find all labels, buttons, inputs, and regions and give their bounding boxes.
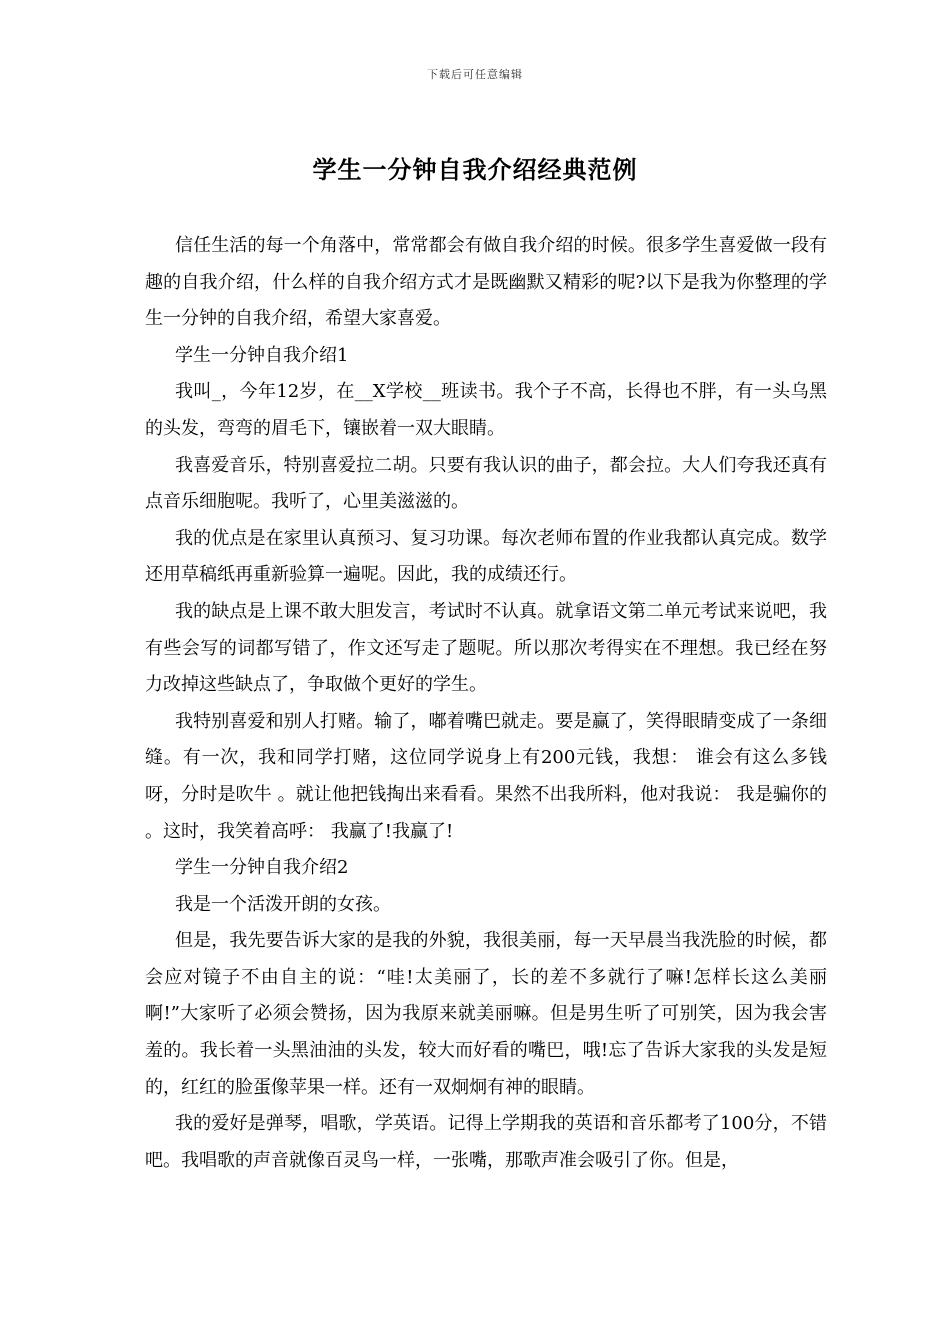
- paragraph: 我是一个活泼开朗的女孩。: [175, 893, 391, 915]
- header-note: 下载后可任意编辑: [427, 68, 523, 81]
- paragraph: 我喜爱音乐，特别喜爱拉二胡。只要有我认识的曲子，都会拉。大人们夸我还真有点音乐细胞呢。我听了，心里美滋滋的。: [145, 454, 827, 513]
- paragraph: 我的缺点是上课不敢大胆发言，考试时不认真。就拿语文第二单元考试来说吧，我有些会写的词都写错了，作文还写走了题呢。所以那次考得实在不理想。我已经在努力改掉这些缺点了，争取做个更好的学生。: [145, 600, 827, 696]
- paragraph: 我的优点是在家里认真预习、复习功课。每次老师布置的作业我都认真完成。数学还用草稿纸再重新验算一遍呢。因此，我的成绩还行。: [145, 527, 827, 586]
- document-body: [145, 228, 833, 1179]
- paragraph: 但是，我先要告诉大家的是我的外貌，我很美丽，每一天早晨当我洗脸的时候，都会应对镜子不由自主的说：“哇!太美丽了，长的差不多就行了嘛!怎样长这么美丽啊!”大家听了必须会赞扬，因为我原来就美丽嘛。但是男生听了可别笑，因为我会害羞的。我长着一头黑油油的头发，较大而好看的嘴巴，哦!忘了告诉大家我的头发是短的，红红的脸蛋像苹果一样。还有一双炯炯有神的眼睛。: [145, 930, 827, 1098]
- document-title: 学生一分钟自我介绍经典范例: [312, 155, 638, 184]
- section-heading: 学生一分钟自我介绍1: [175, 344, 349, 366]
- paragraph: 我的爱好是弹琴，唱歌，学英语。记得上学期我的英语和音乐都考了100分，不错吧。我唱歌的声音就像百灵鸟一样，一张嘴，那歌声准会吸引了你。但是，: [145, 1113, 827, 1171]
- section-heading: 学生一分钟自我介绍2: [175, 857, 349, 879]
- paragraph: 信任生活的每一个角落中，常常都会有做自我介绍的时候。很多学生喜爱做一段有趣的自我介绍，什么样的自我介绍方式才是既幽默又精彩的呢?以下是我为你整理的学生一分钟的自我介绍，希望大家喜爱。: [145, 235, 827, 330]
- paragraph: 我特别喜爱和别人打赌。输了，嘟着嘴巴就走。要是赢了，笑得眼睛变成了一条细缝。有一次，我和同学打赌，这位同学说身上有200元钱，我想： 谁会有这么多钱呀，分时是吹牛 。就让他把钱掏出来看看。果然不出我所料，他对我说： 我是骗你的 。这时，我笑着高呼： 我赢了!我赢了!: [145, 710, 833, 842]
- paragraph: 我叫_，今年12岁，在__X学校__班读书。我个子不高，长得也不胖，有一头乌黑的头发，弯弯的眉毛下，镶嵌着一双大眼睛。: [145, 381, 827, 439]
